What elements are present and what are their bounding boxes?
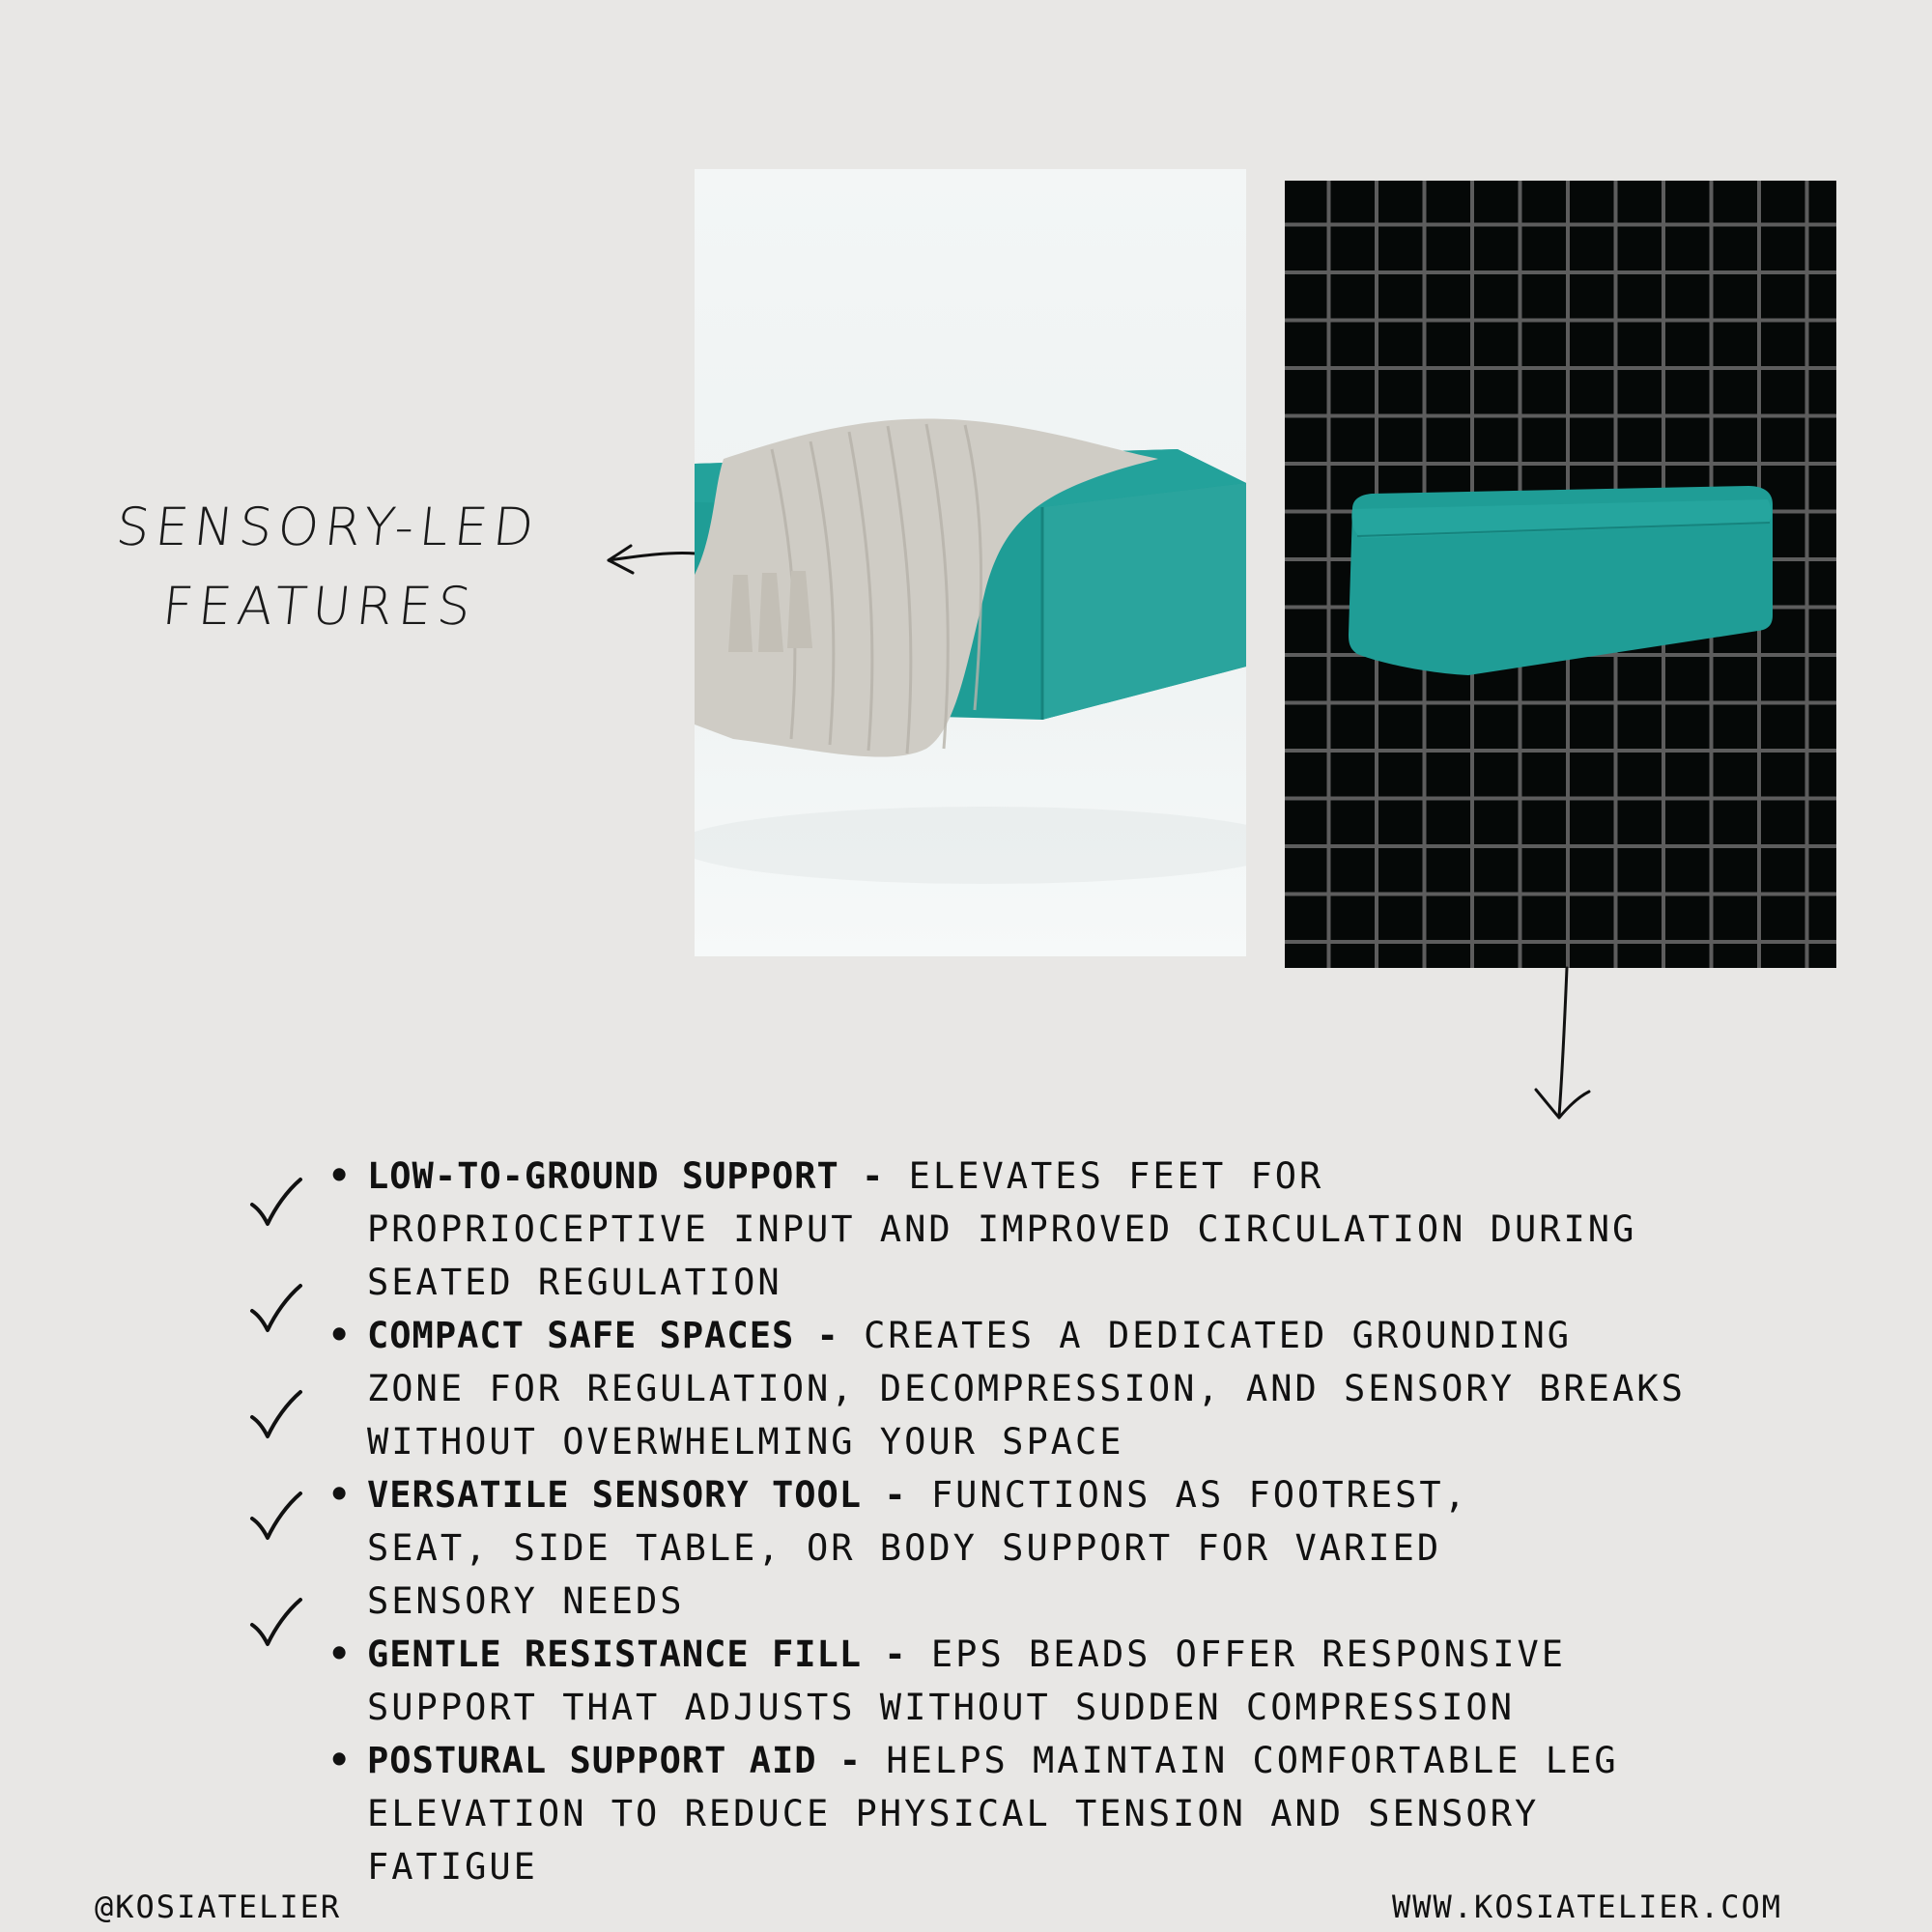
checkmark-icon — [246, 1488, 304, 1546]
feature-item — [328, 1734, 1662, 1893]
feature-title: LOW-TO-GROUND SUPPORT - — [367, 1155, 885, 1197]
ottoman-with-knit-blanket-photo — [695, 169, 1246, 956]
feature-title: COMPACT SAFE SPACES - — [367, 1315, 839, 1356]
feature-description: HELPS MAINTAIN COMFORTABLE LEG ELEVATION TO REDUCE PHYSICAL TENSION AND SENSORY FATIGUE — [367, 1740, 1619, 1888]
checkmark-icon — [246, 1386, 304, 1444]
arrow-left-icon — [604, 536, 700, 584]
feature-description: EPS BEADS OFFER RESPONSIVE SUPPORT THAT ADJUSTS WITHOUT SUDDEN COMPRESSION — [367, 1634, 1567, 1728]
feature-title: VERSATILE SENSORY TOOL - — [367, 1474, 907, 1516]
arrow-down-icon — [1526, 966, 1594, 1125]
checkmark-icon — [246, 1174, 304, 1232]
feature-list — [328, 1150, 1686, 1893]
ottoman-on-grid-photo — [1285, 181, 1836, 968]
social-handle: @KOSIATELIER — [95, 1889, 342, 1925]
feature-item — [328, 1468, 1613, 1628]
feature-description: CREATES A DEDICATED GROUNDING ZONE FOR REGULATION, DECOMPRESSION, AND SENSORY BREAKS WITHOUT OVERWHELMING YOUR SPACE — [367, 1315, 1686, 1463]
feature-title: GENTLE RESISTANCE FILL - — [367, 1634, 907, 1675]
heading-line-2: FEATURES — [159, 576, 480, 637]
feature-description: ELEVATES FEET FOR PROPRIOCEPTIVE INPUT AND IMPROVED CIRCULATION DURING SEATED REGULATION — [367, 1155, 1637, 1303]
heading-line-1: SENSORY-LED — [113, 497, 543, 557]
feature-item — [328, 1150, 1662, 1309]
feature-item — [328, 1309, 1690, 1468]
feature-item — [328, 1628, 1575, 1734]
feature-description: FUNCTIONS AS FOOTREST, SEAT, SIDE TABLE, OR BODY SUPPORT FOR VARIED SENSORY NEEDS — [367, 1474, 1468, 1622]
checkmark-icon — [246, 1280, 304, 1338]
website-link[interactable]: WWW.KOSIATELIER.COM — [1391, 1889, 1782, 1925]
checkmark-icon — [246, 1594, 304, 1652]
section-heading — [78, 488, 568, 646]
feature-title: POSTURAL SUPPORT AID - — [367, 1740, 863, 1781]
